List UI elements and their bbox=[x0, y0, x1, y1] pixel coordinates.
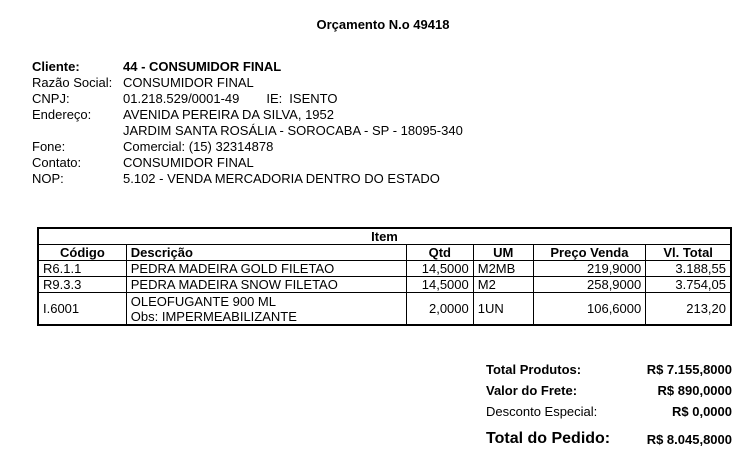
valor-frete-label: Valor do Frete: bbox=[486, 383, 578, 398]
table-header-row bbox=[38, 245, 731, 261]
desconto-row bbox=[486, 404, 732, 425]
endereco-row bbox=[32, 107, 463, 123]
col-header-codigo: Código bbox=[38, 245, 126, 261]
contato-label: Contato: bbox=[32, 155, 82, 170]
items-table bbox=[37, 227, 732, 326]
col-header-total: Vl. Total bbox=[646, 245, 731, 261]
nop-value: 5.102 - VENDA MERCADORIA DENTRO DO ESTADO bbox=[123, 171, 440, 186]
cell-descricao-multiline bbox=[126, 293, 406, 326]
endereco-line1: AVENIDA PEREIRA DA SILVA, 1952 bbox=[123, 107, 334, 122]
total-produtos-value: R$ 7.155,8000 bbox=[646, 362, 732, 377]
cell-total: 3.188,55 bbox=[646, 261, 731, 277]
cell-um: M2MB bbox=[473, 261, 533, 277]
total-pedido-label: Total do Pedido: bbox=[486, 430, 611, 447]
desconto-label: Desconto Especial: bbox=[486, 404, 598, 419]
col-header-um: UM bbox=[473, 245, 533, 261]
cell-preco: 219,9000 bbox=[533, 261, 646, 277]
razao-social-row bbox=[32, 75, 463, 91]
totals-block bbox=[486, 362, 732, 451]
razao-social-label: Razão Social: bbox=[32, 75, 113, 90]
cell-codigo: I.6001 bbox=[38, 293, 126, 326]
cell-descricao: PEDRA MADEIRA GOLD FILETAO bbox=[126, 261, 406, 277]
contato-row bbox=[32, 155, 463, 171]
cell-descricao: OLEOFUGANTE 900 ML bbox=[130, 293, 276, 309]
cell-total: 3.754,05 bbox=[646, 277, 731, 293]
cell-codigo: R9.3.3 bbox=[38, 277, 126, 293]
cell-qtd: 2,0000 bbox=[406, 293, 473, 326]
cliente-row bbox=[32, 59, 463, 75]
nop-label: NOP: bbox=[32, 171, 64, 186]
col-header-preco: Preço Venda bbox=[533, 245, 646, 261]
table-row bbox=[38, 293, 731, 326]
cell-qtd: 14,5000 bbox=[406, 261, 473, 277]
cell-qtd: 14,5000 bbox=[406, 277, 473, 293]
valor-frete-row bbox=[486, 383, 732, 404]
col-header-qtd: Qtd bbox=[406, 245, 473, 261]
total-produtos-row bbox=[486, 362, 732, 383]
cliente-label: Cliente: bbox=[32, 59, 80, 74]
client-info bbox=[32, 59, 463, 187]
ie-value: ISENTO bbox=[289, 91, 338, 106]
document-title: Orçamento N.o 49418 bbox=[316, 17, 450, 32]
valor-frete-value: R$ 890,0000 bbox=[657, 383, 732, 398]
cell-descricao: PEDRA MADEIRA SNOW FILETAO bbox=[126, 277, 406, 293]
cell-preco: 258,9000 bbox=[533, 277, 646, 293]
fone-label: Fone: bbox=[32, 139, 66, 154]
endereco-row-2 bbox=[32, 123, 463, 139]
cliente-value: 44 - CONSUMIDOR FINAL bbox=[123, 59, 282, 74]
cell-um: M2 bbox=[473, 277, 533, 293]
ie-label: IE: bbox=[266, 91, 283, 106]
total-produtos-label: Total Produtos: bbox=[486, 362, 582, 377]
endereco-label: Endereço: bbox=[32, 107, 92, 122]
fone-row bbox=[32, 139, 463, 155]
table-row bbox=[38, 261, 731, 277]
desconto-value: R$ 0,0000 bbox=[672, 404, 732, 419]
fone-value: Comercial: (15) 32314878 bbox=[123, 139, 274, 154]
cnpj-label: CNPJ: bbox=[32, 91, 70, 106]
contato-value: CONSUMIDOR FINAL bbox=[123, 155, 254, 170]
razao-social-value: CONSUMIDOR FINAL bbox=[123, 75, 254, 90]
total-pedido-value: R$ 8.045,8000 bbox=[646, 432, 732, 447]
cell-um: 1UN bbox=[473, 293, 533, 326]
cell-total: 213,20 bbox=[646, 293, 731, 326]
total-pedido-row bbox=[486, 425, 732, 451]
cell-codigo: R6.1.1 bbox=[38, 261, 126, 277]
cell-obs: Obs: IMPERMEABILIZANTE bbox=[130, 308, 297, 324]
cnpj-value: 01.218.529/0001-49 bbox=[123, 91, 240, 106]
col-header-descricao: Descrição bbox=[126, 245, 406, 261]
cnpj-row bbox=[32, 91, 463, 107]
table-row bbox=[38, 277, 731, 293]
cell-preco: 106,6000 bbox=[533, 293, 646, 326]
endereco-line2: JARDIM SANTA ROSÁLIA - SOROCABA - SP - 18095-340 bbox=[123, 123, 463, 138]
nop-row bbox=[32, 171, 463, 187]
table-group-header-row bbox=[38, 228, 731, 245]
group-header: Item bbox=[38, 228, 731, 245]
